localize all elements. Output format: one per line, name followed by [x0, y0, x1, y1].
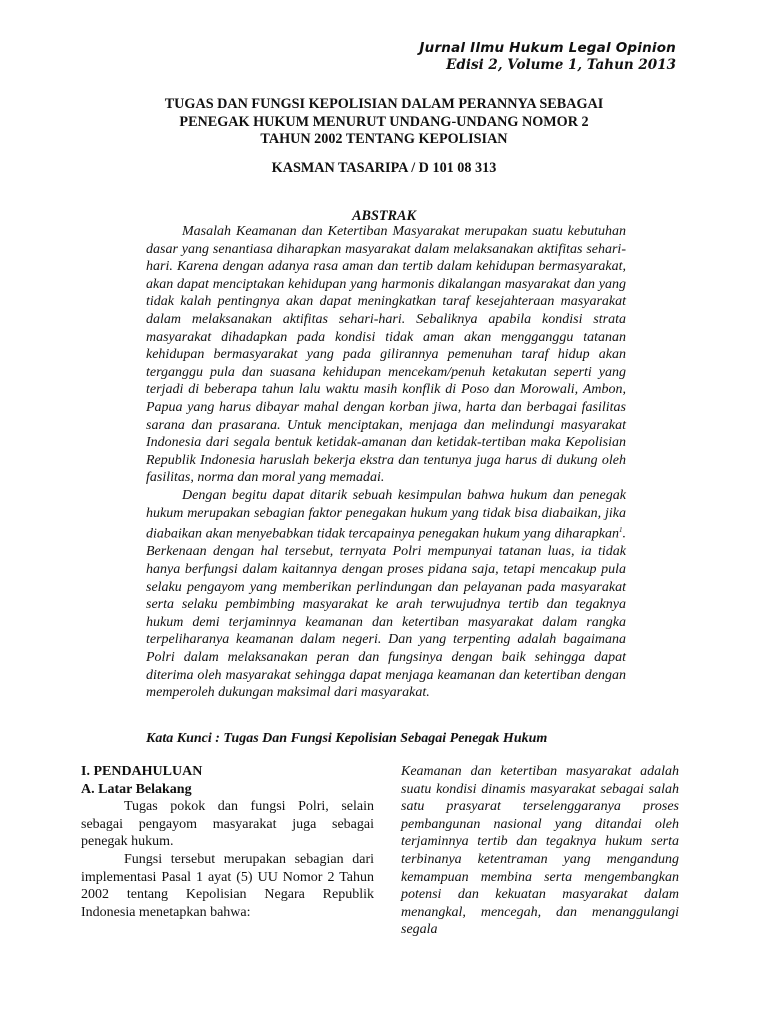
quote-paragraph: Keamanan dan ketertiban masyarakat adalah suatu kondisi dinamis masyarakat sebagai salah satu prasyarat terselenggaranya proses pembangunan nasional yang ditandai oleh terjaminnya tertib dan tegaknya hukum serta terbinanya ketentraman yang mengandung kemampuan membina serta mengembangkan potensi dan kekuatan masyarakat dalam menangkal, mencegah, dan menanggulangi segala: [401, 764, 679, 938]
right-column: [401, 763, 679, 939]
body-paragraph: Tugas pokok dan fungsi Polri, selain sebagai pengayom masyarakat juga sebagai penegak hukum.: [81, 799, 374, 850]
journal-header: [419, 40, 676, 73]
title-line: TAHUN 2002 TENTANG KEPOLISIAN: [260, 131, 508, 147]
abstract-text: Dengan begitu dapat ditarik sebuah kesimpulan bahwa hukum dan penegak hukum merupakan sebagian faktor penegakan hukum yang tidak bisa diabaikan, jika diabaikan akan menyebabkan tidak tercapainya penegakan hukum yang diharapkan: [146, 487, 626, 542]
abstract-paragraph: [146, 487, 626, 702]
section-heading: I. PENDAHULUAN: [81, 764, 203, 779]
article-author: KASMAN TASARIPA / D 101 08 313: [271, 160, 497, 176]
abstract-paragraph: Masalah Keamanan dan Ketertiban Masyarakat merupakan suatu kebutuhan dasar yang senantiasa diharapkan masyarakat dalam melaksanakan aktifitas sehari-hari. Karena dengan adanya rasa aman dan tertib dalam kehidupan bermasyarakat, akan dapat menciptakan kehidupan yang harmonis dikalangan masyarakat dan yang tidak kalah pentingnya akan dapat meningkatkan taraf kesejahteraan masyarakat dalam melaksanakan aktifitas sehari-hari. Sebaliknya apabila kondisi strata masyarakat dihadapkan pada kondisi tidak aman akan mengganggu tatanan kehidupan bermasyarakat yang pada gilirannya pemenuhan taraf hidup akan terganggu pula dan suasana kehidupan mencekam/penuh ketakutan seperti yang terjadi di beberapa tahun lalu waktu masih konflik di Poso dan Morowali, Ambon, Papua yang harus dibayar mahal dengan korban jiwa, harta dan berbagai fasilitas sarana dan prasarana. Untuk menciptakan, menjaga dan melindungi masyarakat Indonesia dari segala bentuk ketidak-amanan dan ketidak-tertiban maka Kepolisian Republik Indonesia haruslah bekerja ekstra dan tentunya juga harus di dukung oleh fasilitas, norma dan moral yang memadai.: [146, 224, 626, 486]
body-paragraph: Fungsi tersebut merupakan sebagian dari implementasi Pasal 1 ayat (5) UU Nomor 2 Tahun 2002 tentang Kepolisian Negara Republik Indonesia menetapkan bahwa:: [81, 851, 374, 920]
subsection-heading: A. Latar Belakang: [81, 781, 192, 797]
journal-edition: Edisi 2, Volume 1, Tahun 2013: [446, 57, 676, 73]
title-line: PENEGAK HUKUM MENURUT UNDANG-UNDANG NOMOR 2: [179, 113, 589, 130]
keywords: Kata Kunci : Tugas Dan Fungsi Kepolisian Sebagai Penegak Hukum: [146, 731, 548, 746]
journal-name: Jurnal Ilmu Hukum Legal Opinion: [419, 40, 676, 56]
abstract-heading: ABSTRAK: [352, 208, 416, 224]
footnote-mark[interactable]: 1: [619, 526, 623, 535]
abstract-body: [146, 223, 626, 702]
left-column: [81, 763, 374, 921]
article-title: [120, 96, 648, 149]
title-line: TUGAS DAN FUNGSI KEPOLISIAN DALAM PERANNYA SEBAGAI: [164, 96, 604, 112]
abstract-text: . Berkenaan dengan hal tersebut, ternyata Polri mempunyai tatanan luas, ia tidak hanya berfungsi dalam kaitannya dengan proses pidana saja, tetapi mencakup pula selaku pengayom yang memberikan perlindungan dan pelayanan pada masyarakat serta selaku pembimbing masyarakat ke arah terwujudnya tertib dan tegaknya hukum demi terjaminnya keamanan dan ketertiban masyarakat dalam rangka terpeliharanya keamanan dalam negeri. Dan yang terpenting adalah bagaimana Polri dalam melaksanakan peran dan fungsinya dengan baik sehingga dapat diterima oleh masyarakat sehingga dapat menjaga keamanan dan ketertiban dengan memperoleh dukungan maksimal dari masyarakat.: [146, 526, 626, 701]
